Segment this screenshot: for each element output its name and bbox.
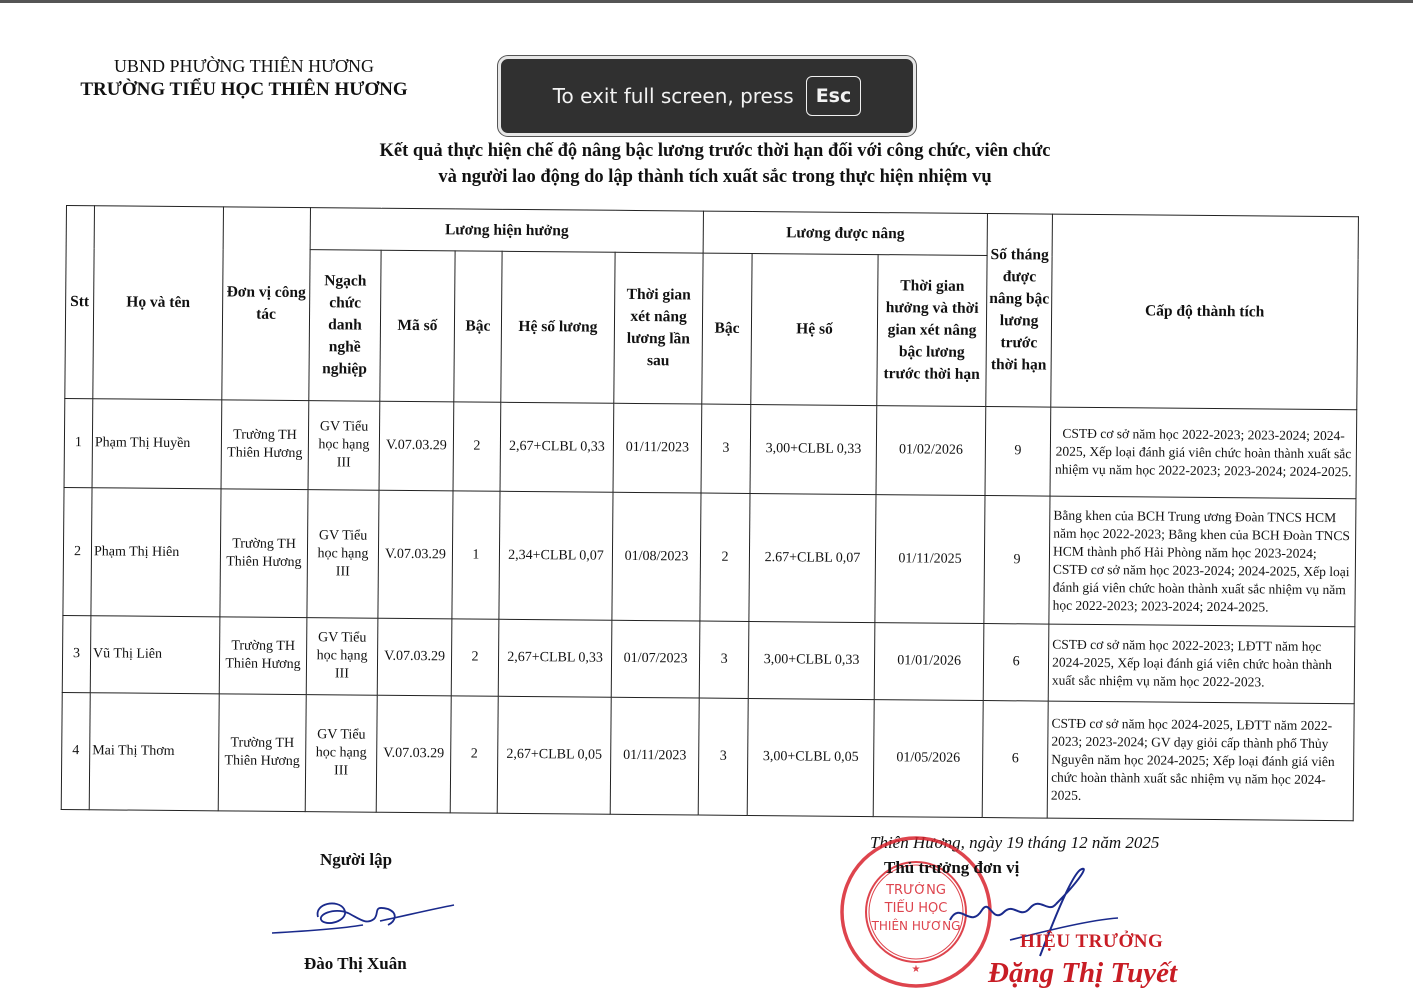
cell-achievement: CSTĐ cơ sở năm học 2022-2023; 2023-2024; 2024-2025, Xếp loại đánh giá viên chức hoàn thành xuất sắc nhiệm vụ năm học 2022-2023; 2023-2024; 2024-2025.: [1050, 407, 1357, 499]
table-row: [63, 487, 1356, 626]
cell-next-review: 01/11/2023: [613, 403, 702, 493]
table-row: [61, 692, 1354, 820]
cell-unit: Trường TH Thiên Hương: [221, 400, 309, 490]
document-title: [300, 138, 1130, 190]
header-rank: Ngạch chức danh nghề nghiệp: [309, 250, 381, 402]
unit-head-label: Thủ trưởng đơn vị: [884, 858, 1020, 877]
header-next-review: Thời gian xét nâng lương lần sau: [614, 252, 703, 404]
cell-coef: 2,67+CLBL 0,33: [500, 402, 614, 492]
cell-months: 6: [982, 701, 1048, 819]
title-line-1: Kết quả thực hiện chế độ nâng bậc lương trước thời hạn đối với công chức, viên chức: [379, 141, 1051, 161]
header-grade: Bậc: [454, 251, 502, 402]
header-effective: Thời gian hưởng và thời gian xét nâng bậc lương trước thời hạn: [877, 255, 987, 407]
title-line-2: và người lao động do lập thành tích xuất sắc trong thực hiện nhiệm vụ: [438, 167, 992, 187]
header-current-salary: Lương hiện hưởng: [310, 208, 703, 253]
header-new-grade: Bậc: [702, 253, 752, 404]
table-row: [64, 398, 1357, 498]
cell-code: V.07.03.29: [378, 490, 453, 619]
cell-code: V.07.03.29: [379, 401, 454, 491]
cell-coef: 2,34+CLBL 0,07: [499, 491, 613, 620]
header-new-coef: Hệ số: [751, 253, 878, 405]
cell-effective: 01/05/2026: [873, 700, 983, 818]
cell-rank: GV Tiểu học hạng III: [305, 695, 377, 813]
cell-name: Vũ Thị Liên: [90, 616, 220, 694]
header-coef: Hệ số lương: [501, 251, 615, 403]
cell-name: Phạm Thị Hiên: [91, 488, 221, 617]
cell-stt: 1: [64, 398, 93, 487]
cell-rank: GV Tiểu học hạng III: [306, 618, 378, 696]
cell-next-review: 01/08/2023: [612, 492, 701, 621]
principal-name: Đặng Thị Tuyết: [988, 957, 1178, 989]
cell-new-coef: 3,00+CLBL 0,05: [747, 698, 874, 816]
cell-new-grade: 2: [700, 493, 750, 621]
cell-effective: 01/01/2026: [874, 623, 984, 701]
principal-title: HIỆU TRƯỞNG: [1020, 931, 1164, 952]
svg-text:THIÊN HƯƠNG: THIÊN HƯƠNG: [871, 919, 961, 933]
school-name: TRƯỜNG TIỂU HỌC THIÊN HƯƠNG: [80, 79, 408, 100]
cell-new-grade: 3: [701, 404, 751, 493]
cell-unit: Trường TH Thiên Hương: [218, 694, 306, 812]
svg-text:TIỂU HỌC: TIỂU HỌC: [884, 901, 948, 916]
cell-achievement: Bằng khen của BCH Trung ương Đoàn TNCS HCM năm học 2022-2023; Bằng khen của BCH Đoàn TNCS HCM thành phố Hải Phòng năm học 2023-2024; CSTĐ cơ sở năm học 2023-2024; 2024-2025, Xếp loại đánh giá viên chức hoàn thành xuất sắc nhiệm vụ năm học 2022-2023; 2023-2024; 2024-2025.: [1049, 496, 1356, 627]
cell-new-coef: 3,00+CLBL 0,33: [748, 621, 875, 699]
page-top-border: [0, 0, 1413, 3]
cell-rank: GV Tiểu học hạng III: [308, 401, 380, 491]
cell-grade: 2: [453, 402, 501, 491]
header-stt: Stt: [65, 206, 95, 399]
prepared-by-name: Đào Thị Xuân: [304, 954, 407, 973]
header-achievement: Cấp độ thành tích: [1051, 214, 1359, 410]
date-line: Thiên Hương, ngày 19 tháng 12 năm 2025: [870, 833, 1160, 852]
cell-next-review: 01/11/2023: [610, 697, 699, 815]
cell-stt: 4: [61, 692, 90, 809]
cell-name: Mai Thị Thơm: [89, 693, 219, 811]
cell-stt: 3: [62, 615, 91, 692]
cell-unit: Trường TH Thiên Hương: [219, 617, 307, 695]
cell-new-coef: 3,00+CLBL 0,33: [750, 404, 877, 494]
prepared-by-label: Người lập: [320, 850, 393, 869]
cell-months: 6: [983, 624, 1049, 702]
cell-code: V.07.03.29: [376, 695, 451, 813]
cell-code: V.07.03.29: [377, 618, 452, 696]
header-months: Số tháng được nâng bậc lương trước thời hạn: [986, 214, 1053, 408]
fullscreen-exit-notice: [498, 56, 916, 136]
cell-coef: 2,67+CLBL 0,05: [497, 696, 611, 814]
cell-new-grade: 3: [698, 698, 748, 815]
cell-rank: GV Tiểu học hạng III: [307, 490, 379, 619]
svg-text:TRƯỜNG: TRƯỜNG: [886, 883, 946, 898]
header-raised-salary: Lương được nâng: [703, 211, 987, 255]
cell-grade: 2: [451, 619, 499, 696]
header-code: Mã số: [380, 250, 455, 402]
cell-name: Phạm Thị Huyền: [92, 399, 222, 489]
cell-coef: 2,67+CLBL 0,33: [498, 619, 612, 697]
cell-new-coef: 2.67+CLBL 0,07: [749, 493, 876, 622]
cell-unit: Trường TH Thiên Hương: [220, 489, 308, 618]
cell-achievement: CSTĐ cơ sở năm học 2022-2023; LĐTT năm học 2024-2025, Xếp loại đánh giá viên chức hoàn thành xuất sắc nhiệm vụ năm học 2022-2023.: [1048, 624, 1355, 704]
cell-achievement: CSTĐ cơ sở năm học 2024-2025, LĐTT năm 2022-2023; 2023-2024; GV dạy giỏi cấp thành phố Thủy Nguyên năm học 2024-2025; Xếp loại đánh giá viên chức hoàn thành xuất sắc nhiệm vụ năm học 2024-2025.: [1047, 701, 1354, 821]
cell-next-review: 01/07/2023: [611, 620, 700, 698]
cell-grade: 1: [452, 491, 500, 619]
cell-months: 9: [984, 496, 1050, 625]
fullscreen-notice-text: To exit full screen, press: [552, 84, 794, 108]
preparer-signature: [268, 895, 458, 940]
table-row: [62, 615, 1355, 703]
cell-effective: 01/11/2025: [875, 495, 985, 624]
cell-grade: 2: [450, 696, 498, 813]
header-unit: Đơn vị công tác: [222, 207, 311, 401]
svg-text:★: ★: [911, 964, 921, 975]
cell-stt: 2: [63, 487, 92, 615]
esc-key-button[interactable]: Esc: [806, 76, 862, 116]
cell-new-grade: 3: [699, 621, 749, 698]
authority-name: UBND PHƯỜNG THIÊN HƯƠNG: [113, 56, 375, 76]
cell-effective: 01/02/2026: [876, 406, 986, 496]
principal-signature: [930, 860, 1120, 970]
salary-table: [61, 205, 1359, 821]
header-name: Họ và tên: [93, 206, 224, 400]
cell-months: 9: [985, 407, 1051, 497]
